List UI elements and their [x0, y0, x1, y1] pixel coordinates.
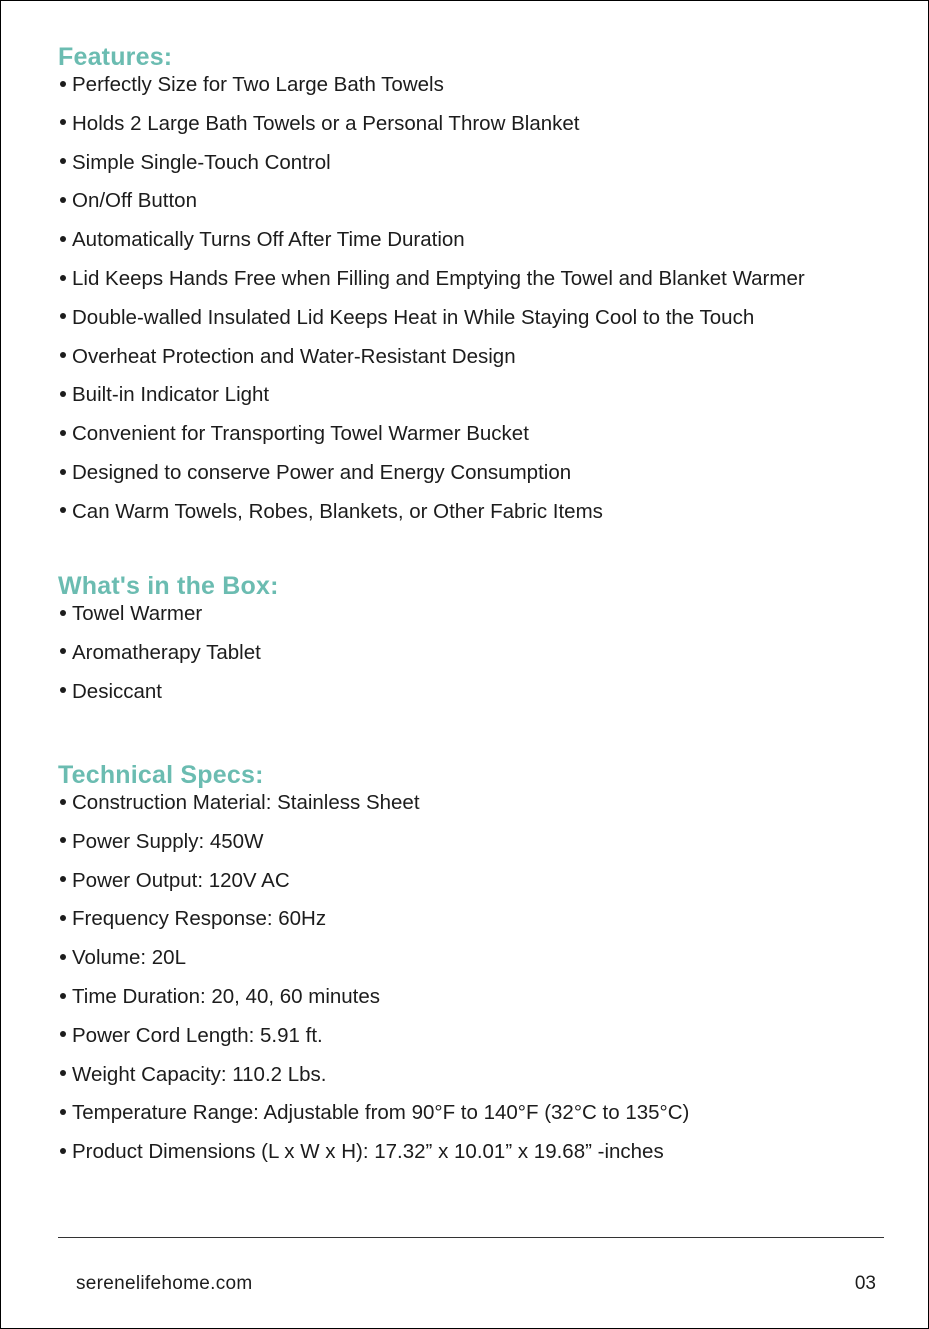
- bullet-icon: [60, 430, 66, 436]
- bullet-icon: [60, 993, 66, 999]
- list-item-text: Built-in Indicator Light: [72, 383, 270, 407]
- list-item: [58, 906, 888, 945]
- bullet-icon: [60, 391, 66, 397]
- bullet-icon: [60, 648, 66, 654]
- bullet-icon: [60, 313, 66, 319]
- page-number: 03: [854, 1273, 876, 1294]
- bullet-icon: [60, 687, 66, 693]
- list-item: [58, 150, 888, 189]
- list-item: [58, 640, 888, 679]
- list-item: [58, 1139, 888, 1178]
- list-item-text: Towel Warmer: [72, 602, 203, 625]
- box-contents-list: [58, 601, 888, 717]
- list-item-text: On/Off Button: [72, 189, 197, 213]
- footer-website: serenelifehome.com: [76, 1273, 253, 1294]
- bullet-icon: [60, 469, 66, 475]
- features-section: [58, 42, 888, 538]
- bullet-icon: [60, 876, 66, 882]
- bullet-icon: [60, 197, 66, 203]
- list-item-text: Power Supply: 450W: [72, 829, 264, 853]
- list-item-text: Holds 2 Large Bath Towels or a Personal Throw Blanket: [72, 111, 580, 135]
- list-item: [58, 421, 888, 460]
- list-item-text: Time Duration: 20, 40, 60 minutes: [72, 984, 381, 1008]
- bullet-icon: [60, 236, 66, 242]
- list-item: [58, 188, 888, 227]
- bullet-icon: [60, 275, 66, 281]
- list-item: [58, 679, 888, 718]
- features-heading: Features:: [58, 43, 173, 71]
- bullet-icon: [60, 81, 66, 87]
- list-item: [58, 984, 888, 1023]
- list-item: [58, 829, 888, 868]
- list-item: [58, 945, 888, 984]
- bullet-icon: [60, 1109, 66, 1115]
- list-item-text: Automatically Turns Off After Time Duration: [72, 228, 465, 252]
- list-item: [58, 1023, 888, 1062]
- bullet-icon: [60, 1148, 66, 1154]
- bullet-icon: [60, 954, 66, 960]
- bullet-icon: [60, 1031, 66, 1037]
- list-item: [58, 499, 888, 538]
- bullet-icon: [60, 837, 66, 843]
- list-item: [58, 305, 888, 344]
- footer-divider: [58, 1237, 884, 1238]
- list-item-text: Construction Material: Stainless Sheet: [72, 791, 420, 814]
- bullet-icon: [60, 352, 66, 358]
- bullet-icon: [60, 119, 66, 125]
- list-item-text: Power Cord Length: 5.91 ft.: [72, 1023, 323, 1047]
- list-item-text: Designed to conserve Power and Energy Consumption: [72, 460, 572, 484]
- features-list: [58, 72, 888, 538]
- list-item: [58, 1100, 888, 1139]
- list-item-text: Convenient for Transporting Towel Warmer Bucket: [72, 422, 529, 446]
- list-item-text: Frequency Response: 60Hz: [72, 907, 327, 931]
- bullet-icon: [60, 158, 66, 164]
- technical-specs-section: [58, 760, 888, 1178]
- list-item: [58, 266, 888, 305]
- list-item-text: Overheat Protection and Water-Resistant Design: [72, 344, 516, 368]
- list-item-text: Power Output: 120V AC: [72, 868, 290, 892]
- list-item-text: Simple Single-Touch Control: [72, 150, 331, 174]
- list-item: [58, 72, 888, 111]
- list-item: [58, 382, 888, 421]
- list-item: [58, 601, 888, 640]
- list-item: [58, 460, 888, 499]
- list-item-text: Can Warm Towels, Robes, Blankets, or Other Fabric Items: [72, 499, 603, 523]
- list-item: [58, 227, 888, 266]
- list-item-text: Double-walled Insulated Lid Keeps Heat in While Staying Cool to the Touch: [72, 305, 755, 329]
- list-item-text: Weight Capacity: 110.2 Lbs.: [72, 1062, 327, 1086]
- technical-specs-heading: Technical Specs:: [58, 761, 264, 789]
- list-item: [58, 344, 888, 383]
- list-item: [58, 868, 888, 907]
- bullet-icon: [60, 1070, 66, 1076]
- box-contents-section: [58, 571, 888, 717]
- bullet-icon: [60, 610, 66, 616]
- bullet-icon: [60, 799, 66, 805]
- list-item-text: Product Dimensions (L x W x H): 17.32” x 10.01” x 19.68” -inches: [72, 1140, 664, 1164]
- bullet-icon: [60, 915, 66, 921]
- list-item-text: Aromatherapy Tablet: [72, 640, 261, 664]
- list-item: [58, 1062, 888, 1101]
- list-item: [58, 111, 888, 150]
- list-item-text: Perfectly Size for Two Large Bath Towels: [72, 73, 444, 96]
- list-item: [58, 790, 888, 829]
- list-item-text: Desiccant: [72, 679, 163, 703]
- list-item-text: Lid Keeps Hands Free when Filling and Emptying the Towel and Blanket Warmer: [72, 266, 805, 290]
- list-item-text: Volume: 20L: [72, 946, 186, 970]
- list-item-text: Temperature Range: Adjustable from 90°F to 140°F (32°C to 135°C): [72, 1101, 690, 1125]
- technical-specs-list: [58, 790, 888, 1178]
- box-contents-heading: What's in the Box:: [58, 572, 279, 600]
- bullet-icon: [60, 507, 66, 513]
